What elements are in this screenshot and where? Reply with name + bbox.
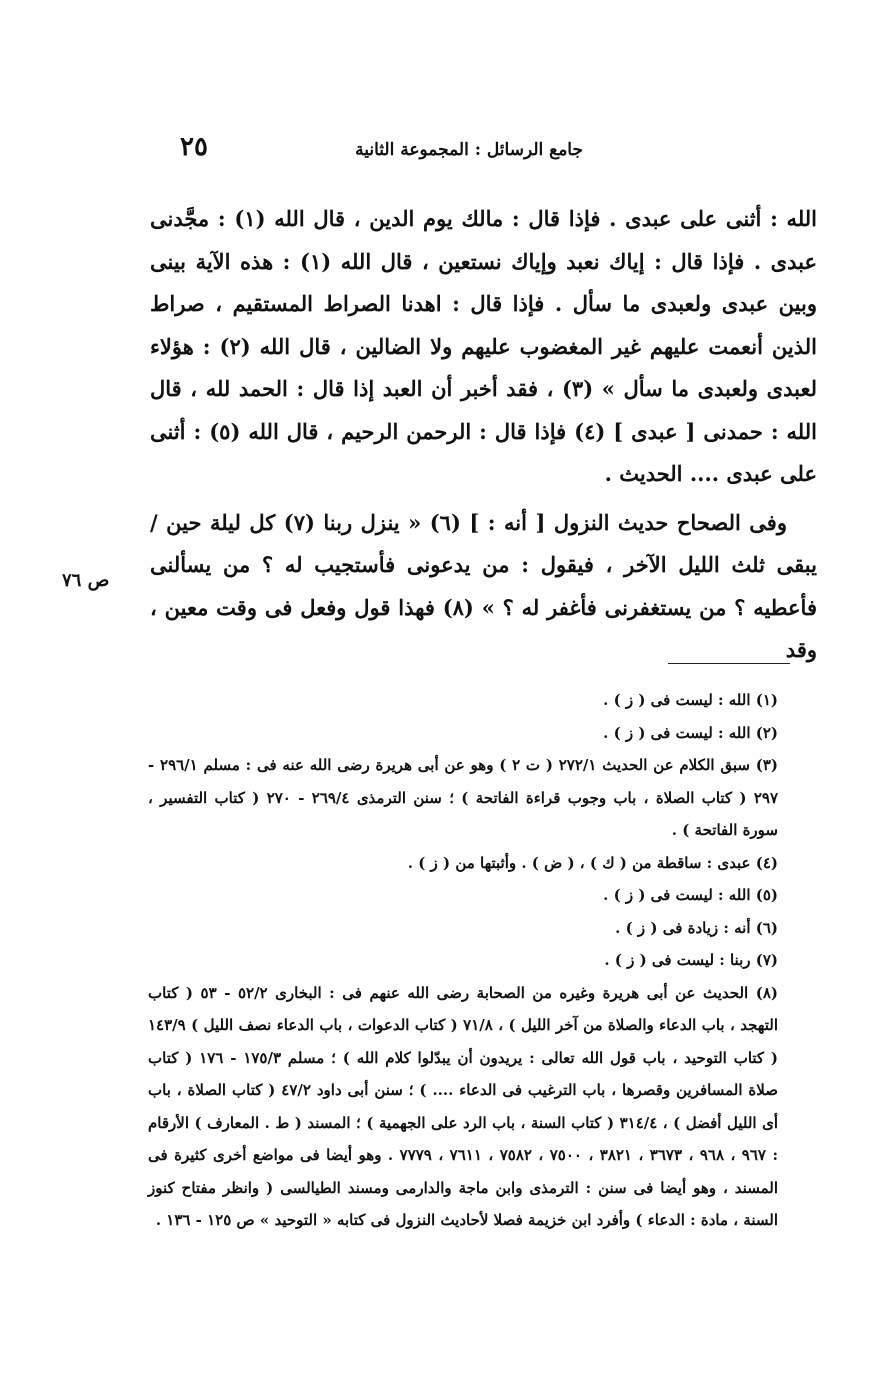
page-header xyxy=(150,132,815,172)
main-text xyxy=(150,198,817,672)
page-number: ٢٥ xyxy=(180,132,208,162)
footnote-1: (١) الله : ليست فى ( ز ) . xyxy=(603,691,778,709)
footnote-7: (٧) ربنا : ليست فى ( ز ) . xyxy=(604,951,778,969)
footnote-8: (٨) الحديث عن أبى هريرة وغيره من الصحابة رضى الله عنهم فى : البخارى ٥٢/٢ - ٥٣ ( كتاب التهجد ، باب الدعاء والصلاة من آخر الليل ) ، ٧١/٨ ( كتاب الدعوات ، باب الدعاء نصف الليل ) ١٤٣/٩ ( كتاب التوحيد ، باب قول الله تعالى : يريدون أن يبدّلوا كلام الله ) ؛ مسلم ١٧٥/٣ - ١٧٦ ( كتاب صلاة المسافرين وقصرها ، باب الترغيب فى الدعاء .... ) ؛ سنن أبى داود ٤٧/٢ ( كتاب الصلاة ، باب أى الليل أفضل ) ، ٣١٤/٤ ( كتاب السنة ، باب الرد على الجهمية ) ؛ المسند ( ط . المعارف ) الأرقام : ٩٦٧ ، ٩٦٨ ، ٣٦٧٣ ، ٣٨٢١ ، ٧٥٠٠ ، ٧٥٨٢ ، ٧٦١١ ، ٧٧٧٩ . وهو أيضا فى مواضع أخرى كثيرة فى المسند ، وهو أيضا فى سنن : الترمذى وابن ماجة والدارمى ومسند الطيالسى ( وانظر مفتاح كنوز السنة ، مادة : الدعاء ) وأفرد ابن خزيمة فصلا لأحاديث النزول فى كتابه « التوحيد » ص ١٢٥ - ١٣٦ . xyxy=(148,983,779,1229)
footnote-2: (٢) الله : ليست فى ( ز ) . xyxy=(603,723,778,742)
paragraph-2: وفى الصحاح حديث النزول [ أنه : ] (٦) « ينزل ربنا (٧) كل ليلة حين / يبقى ثلث الليل الآخر ، فيقول : من يدعونى فأستجيب له ؟ من يسألنى فأعطيه ؟ من يستغفرنى فأغفر له ؟ » (٨) فهذا قول وفعل فى وقت معين ، وقد xyxy=(150,509,817,662)
margin-page-reference: ص ٧٦ xyxy=(62,570,110,591)
running-title: جامع الرسائل : المجموعة الثانية xyxy=(355,140,583,160)
footnote-5: (٥) الله : ليست فى ( ز ) . xyxy=(603,886,778,904)
footnote-6: (٦) أنه : زيادة فى ( ز ) . xyxy=(615,918,778,937)
footnote-divider xyxy=(668,663,790,664)
footnote-4: (٤) عبدى : ساقطة من ( ك ) ، ( ض ) . وأثبتها من ( ز ) . xyxy=(407,853,778,872)
paragraph-1: الله : أثنى على عبدى . فإذا قال : مالك يوم الدين ، قال الله (١) : مجَّدنى عبدى . فإذا قال : إياك نعبد وإياك نستعين ، قال الله (١) : هذه الآية بينى وبين عبدى ولعبدى ما سأل . فإذا قال : اهدنا الصراط المستقيم ، صراط الذين أنعمت عليهم غير المغضوب عليهم ولا الضالين ، قال الله (٢) : هؤلاء لعبدى ولعبدى ما سأل » (٣) ، فقد أخبر أن العبد إذا قال : الحمد لله ، قال الله : حمدنى [ عبدى ] (٤) فإذا قال : الرحمن الرحيم ، قال الله (٥) : أثنى على عبدى .... الحديث . xyxy=(150,206,818,486)
footnote-3: (٣) سبق الكلام عن الحديث ٢٧٢/١ ( ت ٢ ) وهو عن أبى هريرة رضى الله عنه فى : مسلم ٢٩٦/١ - ٢٩٧ ( كتاب الصلاة ، باب وجوب قراءة الفاتحة ) ؛ سنن الترمذى ٢٦٩/٤ - ٢٧٠ ( كتاب التفسير ، سورة الفاتحة ) . xyxy=(148,756,779,839)
footnotes xyxy=(148,684,816,1237)
